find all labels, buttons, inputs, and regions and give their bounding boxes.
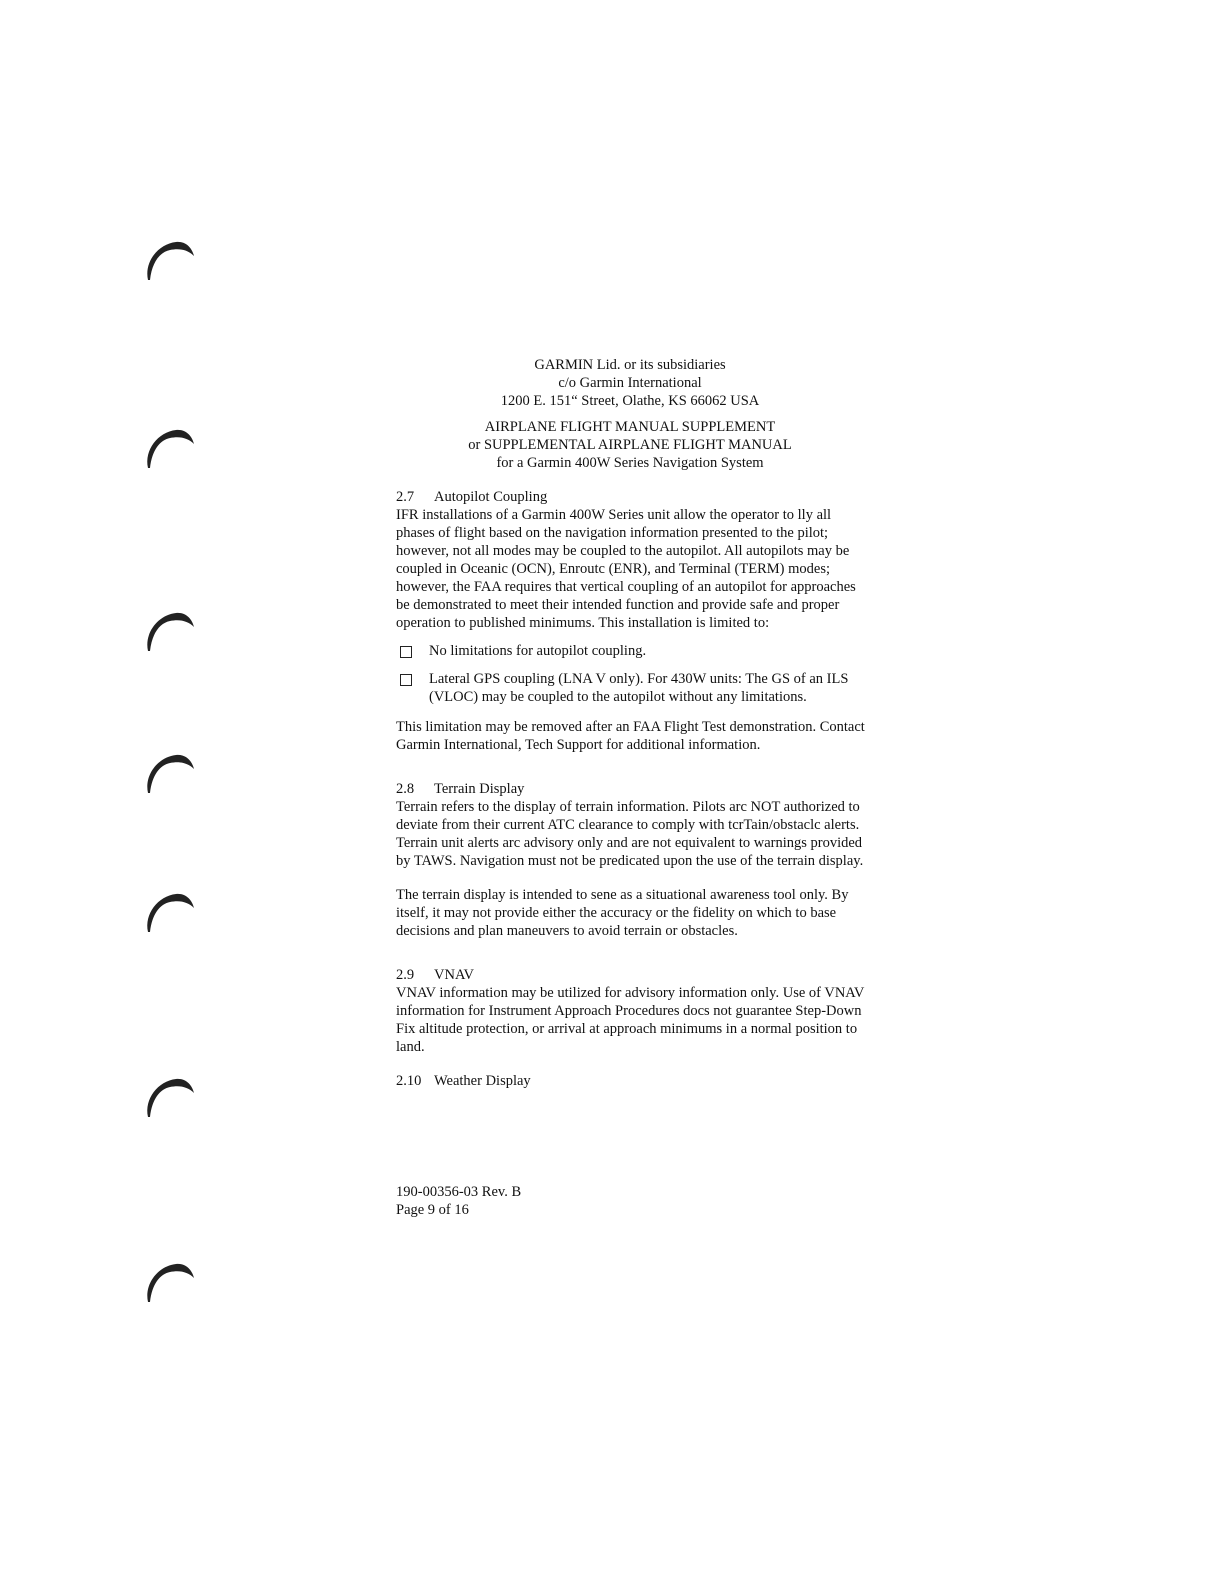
document-header <box>360 356 900 472</box>
address-line: 1200 E. 151“ Street, Olathe, KS 66062 USA <box>500 393 760 409</box>
checkbox[interactable] <box>400 646 412 658</box>
section-heading-autopilot-coupling <box>396 488 866 506</box>
binder-hole-mark <box>142 1075 198 1119</box>
section-title: Terrain Display <box>434 781 525 797</box>
section-paragraph: VNAV information may be utilized for advisory information only. Use of VNAV information for Instrument Approach Procedures docs not guarantee Step-Down Fix altitude protection, or arrival at approach minimums in a normal position to land. <box>396 985 865 1055</box>
section-paragraph: The terrain display is intended to sene as a situational awareness tool only. By itself, it may not provide either the accuracy or the fidelity on which to base decisions and plan maneuvers to avoid terrain or obstacles. <box>396 887 849 939</box>
doc-title-line-2: or SUPPLEMENTAL AIRPLANE FLIGHT MANUAL <box>468 437 792 453</box>
care-of-line: c/o Garmin International <box>558 375 702 391</box>
checkbox-label: Lateral GPS coupling (LNA V only). For 430W units: The GS of an ILS (VLOC) may be coupled to the autopilot without any limitations. <box>429 671 849 705</box>
binder-hole-mark <box>142 426 198 470</box>
doc-title-line-3: for a Garmin 400W Series Navigation System <box>496 455 764 471</box>
section-paragraph: This limitation may be removed after an FAA Flight Test demonstration. Contact Garmin International, Tech Support for additional information. <box>396 719 865 753</box>
checkbox-label: No limitations for autopilot coupling. <box>429 643 647 659</box>
binder-hole-mark <box>142 238 198 282</box>
section-title: Weather Display <box>434 1073 531 1089</box>
binder-hole-mark <box>142 890 198 934</box>
doc-title-line-1: AIRPLANE FLIGHT MANUAL SUPPLEMENT <box>484 419 776 435</box>
page-number: Page 9 of 16 <box>396 1202 469 1218</box>
binder-hole-mark <box>142 609 198 653</box>
section-paragraph: Terrain refers to the display of terrain information. Pilots arc NOT authorized to deviate from their current ATC clearance to comply with tcrTain/obstaclc alerts. Terrain unit alerts arc advisory only and are not equivalent to warnings provided by TAWS. Navigation must not be predicated upon the use of the terrain display. <box>396 799 864 869</box>
section-paragraph: IFR installations of a Garmin 400W Series unit allow the operator to lly all phases of flight based on the navigation information presented to the pilot; however, not all modes may be coupled to the autopilot. All autopilots may be coupled in Oceanic (OCN), Enroutc (ENR), and Terminal (TERM) modes; however, the FAA requires that vertical coupling of an autopilot for approaches be demonstrated to meet their intended function and provide safe and proper operation to published minimums. This installation is limited to: <box>396 507 856 631</box>
section-number: 2.7 <box>396 489 415 505</box>
section-title: VNAV <box>434 967 475 983</box>
document-number: 190-00356-03 Rev. B <box>396 1184 522 1200</box>
section-title: Autopilot Coupling <box>434 489 548 505</box>
checkbox-option[interactable] <box>396 642 866 660</box>
page-footer <box>396 1183 521 1219</box>
section-heading-weather-display <box>396 1072 866 1090</box>
section-heading-terrain-display <box>396 780 866 798</box>
company-name: GARMIN Lid. or its subsidiaries <box>534 357 726 373</box>
section-heading-vnav <box>396 966 866 984</box>
section-number: 2.9 <box>396 967 415 983</box>
binder-hole-mark <box>142 1260 198 1304</box>
checkbox[interactable] <box>400 674 412 686</box>
checkbox-option[interactable] <box>396 670 866 706</box>
document-body <box>396 356 866 1090</box>
section-number: 2.8 <box>396 781 415 797</box>
binder-hole-mark <box>142 751 198 795</box>
section-number: 2.10 <box>396 1073 422 1089</box>
